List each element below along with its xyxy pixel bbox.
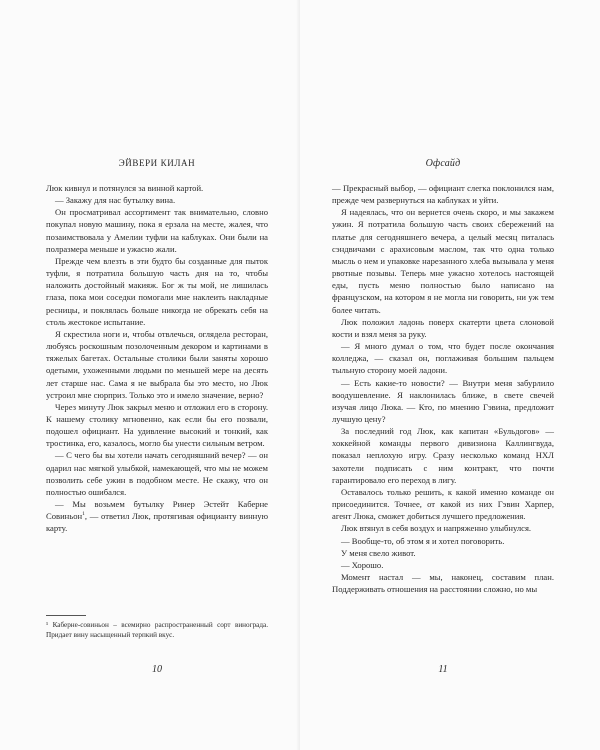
- footnote: [46, 620, 268, 640]
- left-running-head: ЭЙВЕРИ КИЛАН: [118, 158, 196, 168]
- paragraph: За последний год Люк, как капитан «Бульдогов» — хоккейной команды первого дивизиона Каллингвуда, показал неплохую игру. Сразу несколько команд НХЛ захотели подписать с ним контракт, что почти гарантировало его переход в лигу.: [332, 426, 554, 485]
- right-page-number: 11: [438, 664, 448, 675]
- paragraph: — Я много думал о том, что будет после окончания колледжа, — сказал он, поглаживая большим пальцем тыльную сторону моей ладони.: [332, 341, 554, 376]
- paragraph: Люк втянул в себя воздух и напряженно улыбнулся.: [341, 523, 532, 534]
- paragraph: — Прекрасный выбор, — официант слегка поклонился нам, прежде чем развернуться на каблуках и уйти.: [332, 183, 554, 206]
- paragraph: — Есть какие-то новости? — Внутри меня забурлило воодушевление. Я наклонилась ближе, в свете свечей изучая лицо Люка. — Кто, по мнению Гэвина, предложит лучшую цену?: [332, 377, 554, 424]
- left-body-text: [46, 182, 268, 535]
- paragraph-part: — Мы возьмем бутылку Ринер Эстейт Каберне Совиньон: [46, 499, 268, 522]
- footnote-text: ¹ Каберне-совиньон – всемирно распространенный сорт винограда. Придает вину насыщенный терпкий вкус.: [46, 621, 268, 639]
- right-running-head: Офсайд: [425, 158, 461, 169]
- paragraph: Я надеялась, что он вернется очень скоро, и мы закажем ужин. Я потратила большую часть своих сбережений на платье для сегодняшнего вечера, а целый месяц питалась сэндвичами с арахисовым маслом, так что одна только мысль о нем и упаковке нарезанного хлеба вызывала у меня рвотные позывы. Теперь мне ужасно хотелось настоящей еды, пусть меню полностью было написано на французском, на котором я не могла ни говорить, ни уж тем более читать.: [332, 207, 554, 315]
- right-page: [300, 0, 600, 750]
- paragraph: Прежде чем влезть в эти будто бы созданные для пыток туфли, я потратила большую часть дня на то, чтобы наложить достойный макияж. Бог ж ты мой, не лишилась глаза, пока мои соседки помогали мне наклеить накладные ресницы, и поклялась больше никогда не обрекать себя на столь жестокое испытание.: [46, 255, 268, 327]
- paragraph: Через минуту Люк закрыл меню и отложил его в сторону. К нашему столику мгновенно, как если бы его позвали, подошел официант. На удивление высокий и тонкий, как тростинка, его, казалось, могло бы унести сильным ветром.: [46, 401, 268, 449]
- footnote-divider: [46, 615, 86, 616]
- paragraph: — Хорошо.: [341, 559, 384, 570]
- right-body-text: [332, 182, 554, 595]
- paragraph: У меня свело живот.: [341, 547, 416, 558]
- footnote-marker[interactable]: 1: [82, 511, 85, 518]
- left-page-number: 10: [152, 664, 162, 675]
- paragraph: — Вообще-то, об этом я и хотел поговорить.: [341, 535, 505, 546]
- paragraph-part: , — ответил Люк, протягивая официанту винную карту.: [46, 511, 268, 534]
- paragraph: Я скрестила ноги и, чтобы отвлечься, оглядела ресторан, любуясь роскошным позолоченным декором и картинами в тяжелых багетах. Остальные столики были заняты хорошо одетыми, ухоженными людьми по меньшей мере на десять лет старше нас. Сама я не выбрала бы это место, но Люк устроил мне сюрприз. Только это и имело значение, верно?: [46, 328, 268, 400]
- paragraph: Он просматривал ассортимент так внимательно, словно покупал новую машину, пока я ерзала на месте, жалея, что позаимствовала у Амелии туфли на каблуках. Они были на полразмера меньше и ужасно жали.: [46, 207, 268, 254]
- paragraph: Оставалось только решить, к какой именно команде он присоединится. Точнее, от какой из них Гэвин Харпер, агент Люка, сможет добиться лучшего предложения.: [332, 486, 554, 522]
- paragraph: Момент настал — мы, наконец, составим план. Поддерживать отношения на расстоянии сложно, но мы: [332, 572, 554, 595]
- paragraph: — Закажу для нас бутылку вина.: [55, 195, 176, 206]
- paragraph: [46, 498, 268, 534]
- paragraph: Люк положил ладонь поверх скатерти цвета слоновой кости и взял меня за руку.: [332, 316, 554, 339]
- paragraph: Люк кивнул и потянулся за винной картой.: [46, 183, 204, 193]
- paragraph: — С чего бы вы хотели начать сегодняшний вечер? — он одарил нас мягкой улыбкой, намекающей, что мы не можем позволить себе ужин в подобном месте. Не скажу, что он полностью ошибался.: [46, 450, 268, 497]
